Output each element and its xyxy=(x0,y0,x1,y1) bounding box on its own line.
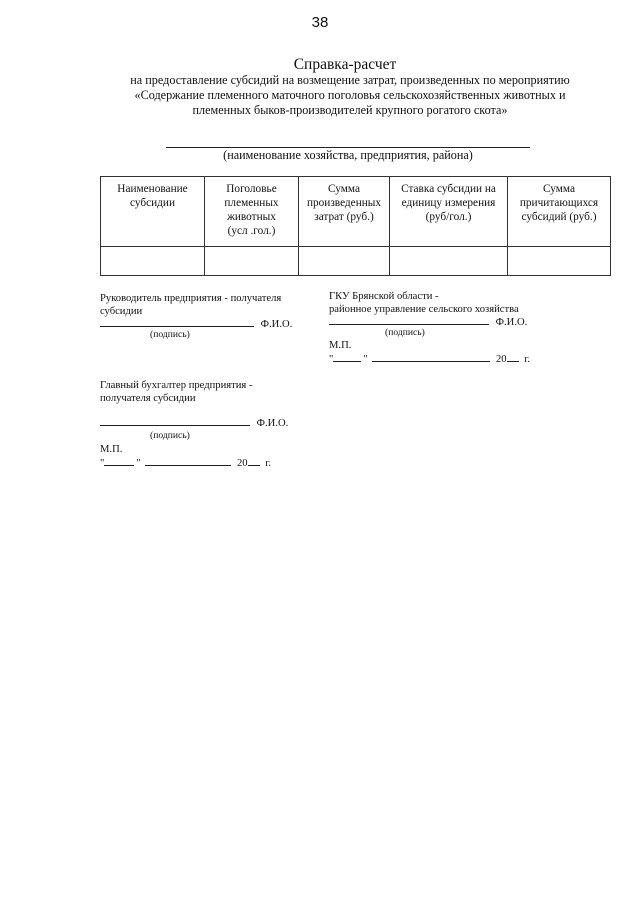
gku-month-line[interactable] xyxy=(372,351,490,362)
document-subtitle xyxy=(60,73,640,118)
head-signature-line[interactable] xyxy=(100,316,254,327)
subtitle-line-2: «Содержание племенного маточного поголовья сельскохозяйственных животных и xyxy=(134,88,566,102)
page-number: 38 xyxy=(311,14,329,31)
accountant-year-line[interactable] xyxy=(248,455,260,466)
gku-stamp-place: М.П. xyxy=(329,340,352,351)
gku-signature-line[interactable] xyxy=(329,314,489,325)
cell-subsidy-name[interactable] xyxy=(101,247,205,276)
subsidy-table xyxy=(100,176,611,276)
accountant-sign-caption: (подпись) xyxy=(150,430,190,441)
subtitle-line-3: племенных быков-производителей крупного рогатого скота» xyxy=(192,103,508,117)
table-row xyxy=(101,247,611,276)
header-subsidy-rate: Ставка субсидии на единицу измерения (руб/гол.) xyxy=(390,177,508,247)
head-title-line-1: Руководитель предприятия - получателя xyxy=(100,293,282,304)
cell-subsidy-due[interactable] xyxy=(508,247,611,276)
gku-title-line-1: ГКУ Брянской области - xyxy=(329,291,439,302)
header-costs-sum: Сумма произведенных затрат (руб.) xyxy=(299,177,390,247)
accountant-day-line[interactable] xyxy=(104,455,134,466)
head-title-line-2: субсидии xyxy=(100,306,143,317)
gku-signature-row xyxy=(329,314,569,329)
subtitle-line-1: на предоставление субсидий на возмещение затрат, произведенных по мероприятию xyxy=(130,73,570,87)
gku-signature-block xyxy=(329,290,589,316)
accountant-year-prefix: 20 xyxy=(236,458,248,469)
head-signature-row xyxy=(100,316,320,331)
accountant-date-quote-open: " xyxy=(100,458,105,469)
accountant-signature-block xyxy=(100,379,320,405)
organization-caption: (наименование хозяйства, предприятия, района) xyxy=(223,148,473,162)
accountant-fio-label: Ф.И.О. xyxy=(256,418,289,429)
accountant-signature-row xyxy=(100,415,320,430)
gku-date-quote-open: " xyxy=(329,354,334,365)
head-sign-caption: (подпись) xyxy=(150,329,190,340)
cell-costs-sum[interactable] xyxy=(299,247,390,276)
gku-day-line[interactable] xyxy=(333,351,361,362)
gku-fio-label: Ф.И.О. xyxy=(495,317,528,328)
header-subsidy-due: Сумма причитающихся субсидий (руб.) xyxy=(508,177,611,247)
accountant-signature-line[interactable] xyxy=(100,415,250,426)
accountant-title-line-1: Главный бухгалтер предприятия - xyxy=(100,380,253,391)
accountant-month-line[interactable] xyxy=(145,455,231,466)
accountant-stamp-place: М.П. xyxy=(100,444,123,455)
accountant-title-line-2: получателя субсидии xyxy=(100,393,196,404)
table-header-row xyxy=(101,177,611,247)
accountant-year-suffix: г. xyxy=(265,458,272,469)
cell-livestock-count[interactable] xyxy=(205,247,299,276)
accountant-date-quote-close: " xyxy=(136,458,141,469)
head-signature-block xyxy=(100,292,300,318)
gku-year-line[interactable] xyxy=(507,351,519,362)
cell-subsidy-rate[interactable] xyxy=(390,247,508,276)
head-fio-label: Ф.И.О. xyxy=(260,319,293,330)
gku-title-line-2: районное управление сельского хозяйства xyxy=(329,304,519,315)
gku-year-suffix: г. xyxy=(524,354,531,365)
header-subsidy-name: Наименование субсидии xyxy=(101,177,205,247)
gku-date-row xyxy=(329,351,569,366)
gku-sign-caption: (подпись) xyxy=(385,327,425,338)
gku-year-prefix: 20 xyxy=(495,354,507,365)
accountant-date-row xyxy=(100,455,320,470)
header-livestock-count: Поголовье племенных животных (усл .гол.) xyxy=(205,177,299,247)
gku-date-quote-close: " xyxy=(363,354,368,365)
document-title: Справка-расчет xyxy=(293,56,397,73)
